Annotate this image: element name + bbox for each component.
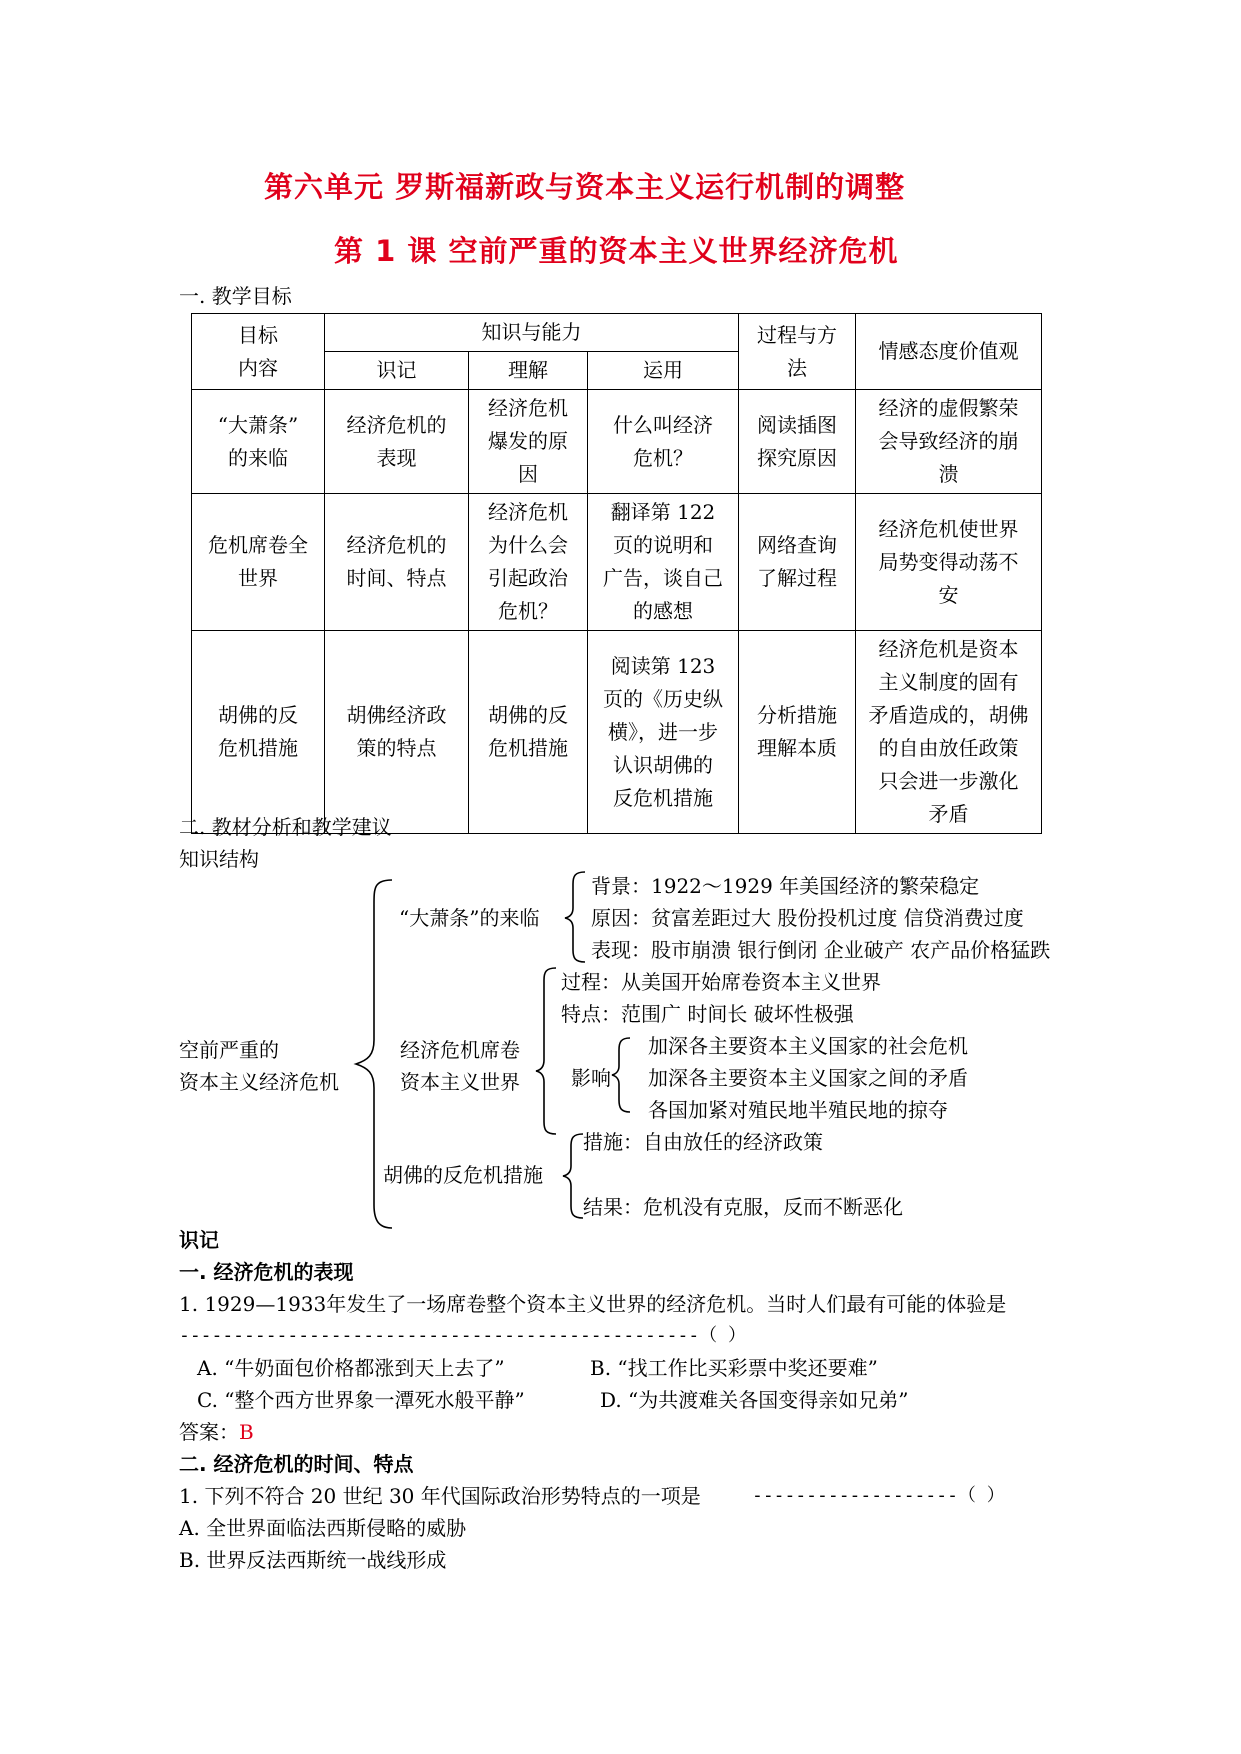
part2-title: 二. 经济危机的时间、特点 [179, 1452, 414, 1476]
table-cell: 经济危机 爆发的原 因 [469, 390, 588, 494]
structure-item: 加深各主要资本主义国家之间的矛盾 [648, 1066, 968, 1090]
structure-item: 背景：1922～1929 年美国经济的繁荣稳定 [591, 874, 980, 898]
structure-item: 原因：贫富差距过大 股份投机过度 信贷消费过度 [591, 906, 1024, 930]
table-cell: 危机席卷全 世界 [192, 494, 325, 631]
table-cell: 胡佛的反 危机措施 [192, 631, 325, 834]
table-cell: 经济危机使世界 局势变得动荡不 安 [856, 494, 1042, 631]
table-cell: 阅读第 123 页的《历史纵 横》，进一步 认识胡佛的 反危机措施 [588, 631, 739, 834]
knowledge-structure-label: 知识结构 [179, 847, 259, 871]
branch-crisis-spread: 经济危机席卷 资本主义世界 [400, 1038, 520, 1094]
part1-title: 一. 经济危机的表现 [179, 1260, 354, 1284]
table-cell: 网络查询 了解过程 [739, 494, 856, 631]
table-cell: 经济危机的 表现 [325, 390, 469, 494]
header-remember: 识记 [325, 352, 469, 390]
structure-item: 加深各主要资本主义国家的社会危机 [648, 1034, 968, 1058]
answer-label: 答案： [179, 1420, 239, 1444]
option-a: A. “牛奶面包价格都涨到天上去了” [197, 1356, 505, 1380]
q2-option-b: B. 世界反法西斯统一战线形成 [179, 1548, 447, 1572]
structure-item: 表现：股市崩溃 银行倒闭 企业破产 农产品价格猛跌 [591, 938, 1051, 962]
structure-item: 措施：自由放任的经济政策 [583, 1130, 823, 1154]
table-cell: 分析措施 理解本质 [739, 631, 856, 834]
structure-root: 空前严重的 资本主义经济危机 [179, 1038, 339, 1094]
answer-line [179, 1420, 254, 1444]
lesson-title: 第 1 课 空前严重的资本主义世界经济危机 [334, 234, 899, 268]
brace-crisis-spread [536, 968, 556, 1134]
question-1-blank: ------------------------------------------------（ ） [179, 1325, 747, 1346]
table-cell: 什么叫经济 危机？ [588, 390, 739, 494]
structure-item: 各国加紧对殖民地半殖民地的掠夺 [648, 1098, 948, 1122]
branch-hoover: 胡佛的反危机措施 [383, 1163, 543, 1187]
recall-heading: 识记 [179, 1228, 219, 1252]
header-attitude: 情感态度价值观 [856, 314, 1042, 390]
section-heading-analysis: 二. 教材分析和教学建议 [179, 815, 392, 839]
brace-great-depression [565, 872, 585, 962]
option-b: B. “找工作比买彩票中奖还要难” [590, 1356, 878, 1380]
header-knowledge: 知识与能力 [325, 314, 739, 352]
table-cell: “大萧条” 的来临 [192, 390, 325, 494]
option-c: C. “整个西方世界象一潭死水般平静” [197, 1388, 525, 1412]
option-d: D. “为共渡难关各国变得亲如兄弟” [600, 1388, 909, 1412]
question-2-blank: -------------------（ ） [752, 1485, 1005, 1506]
branch-great-depression: “大萧条”的来临 [399, 906, 540, 930]
question-2-stem: 1. 下列不符合 20 世纪 30 年代国际政治形势特点的一项是 [179, 1484, 701, 1508]
question-1-stem: 1. 1929—1933年发生了一场席卷整个资本主义世界的经济危机。当时人们最有可能的体验是 [179, 1292, 1007, 1316]
header-target-content: 目标 内容 [192, 314, 325, 390]
table-cell: 经济的虚假繁荣 会导致经济的崩 溃 [856, 390, 1042, 494]
brace-impact [612, 1038, 630, 1112]
header-process: 过程与方 法 [739, 314, 856, 390]
brace-hoover [563, 1134, 583, 1218]
structure-item: 结果：危机没有克服，反而不断恶化 [583, 1195, 903, 1219]
q2-option-a: A. 全世界面临法西斯侵略的威胁 [179, 1516, 467, 1540]
header-understand: 理解 [469, 352, 588, 390]
section-heading-goals: 一. 教学目标 [179, 284, 292, 308]
unit-title: 第六单元 罗斯福新政与资本主义运行机制的调整 [264, 170, 906, 204]
table-cell: 翻译第 122 页的说明和 广告，谈自己 的感想 [588, 494, 739, 631]
table-cell: 阅读插图 探究原因 [739, 390, 856, 494]
header-apply: 运用 [588, 352, 739, 390]
table-cell: 胡佛经济政 策的特点 [325, 631, 469, 834]
table-cell: 胡佛的反 危机措施 [469, 631, 588, 834]
structure-item: 过程：从美国开始席卷资本主义世界 [561, 970, 881, 994]
impact-label: 影响 [571, 1066, 611, 1090]
answer-value: B [239, 1420, 254, 1444]
table-cell: 经济危机是资本 主义制度的固有 矛盾造成的，胡佛 的自由放任政策 只会进一步激化 矛盾 [856, 631, 1042, 834]
table-cell: 经济危机的 时间、特点 [325, 494, 469, 631]
structure-item: 特点：范围广 时间长 破坏性极强 [561, 1002, 854, 1026]
table-cell: 经济危机 为什么会 引起政治 危机？ [469, 494, 588, 631]
